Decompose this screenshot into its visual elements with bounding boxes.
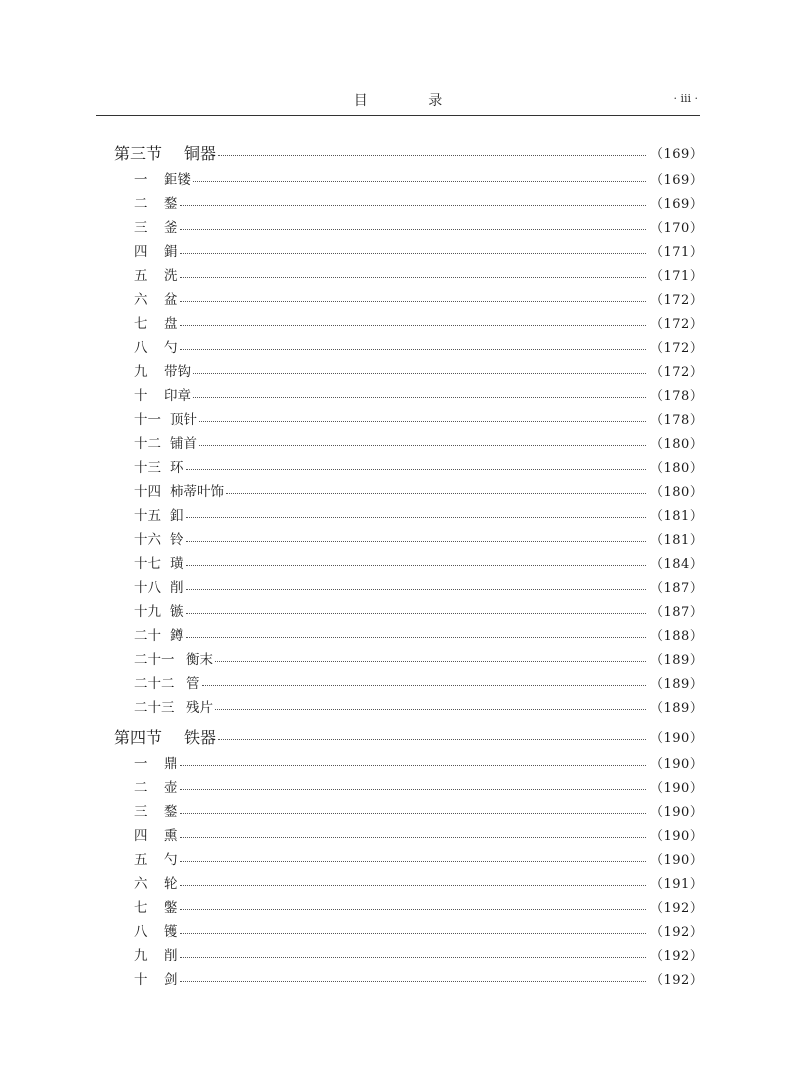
entry-number: 六 xyxy=(134,876,148,892)
dot-leader xyxy=(180,765,647,766)
toc-entry-row[interactable] xyxy=(114,822,704,846)
dot-leader xyxy=(186,637,647,638)
toc-entry-row[interactable] xyxy=(114,574,704,598)
toc-entry-row[interactable] xyxy=(114,430,704,454)
page-number: （172） xyxy=(650,340,704,356)
entry-title: 洗 xyxy=(164,268,178,284)
page-number: （189） xyxy=(650,652,704,668)
toc-entry-row[interactable] xyxy=(114,454,704,478)
dot-leader xyxy=(180,325,647,326)
page-number: （171） xyxy=(650,268,704,284)
page-number: （172） xyxy=(650,316,704,332)
entry-title: 铺首 xyxy=(170,436,197,452)
page-number: （187） xyxy=(650,604,704,620)
page-number: （190） xyxy=(650,730,704,746)
entry-title: 鐅 xyxy=(164,900,178,916)
toc-entry-row[interactable] xyxy=(114,846,704,870)
section-number: 第三节 xyxy=(114,143,163,163)
entry-title: 璜 xyxy=(170,556,184,572)
dot-leader xyxy=(218,155,646,156)
dot-leader xyxy=(180,205,647,206)
page-number: （190） xyxy=(650,780,704,796)
entry-title: 削 xyxy=(170,580,184,596)
dot-leader xyxy=(215,709,646,710)
entry-number: 七 xyxy=(134,900,148,916)
toc-entry-row[interactable] xyxy=(114,334,704,358)
page-number: （192） xyxy=(650,924,704,940)
entry-number: 四 xyxy=(134,244,148,260)
entry-title: 釜 xyxy=(164,220,178,236)
toc-entry-row[interactable] xyxy=(114,166,704,190)
dot-leader xyxy=(180,957,647,958)
toc-entry-row[interactable] xyxy=(114,238,704,262)
page-number: （169） xyxy=(650,146,704,162)
dot-leader xyxy=(180,981,647,982)
entry-number: 十九 xyxy=(134,604,161,620)
entry-title: 带钩 xyxy=(164,364,191,380)
entry-number: 一 xyxy=(134,172,148,188)
entry-title: 残片 xyxy=(186,700,213,716)
entry-number: 一 xyxy=(134,756,148,772)
entry-title: 釦 xyxy=(170,508,184,524)
toc-entry-row[interactable] xyxy=(114,918,704,942)
dot-leader xyxy=(180,813,647,814)
page-number: （169） xyxy=(650,196,704,212)
toc-entry-row[interactable] xyxy=(114,214,704,238)
toc-entry-row[interactable] xyxy=(114,262,704,286)
entry-title: 勺 xyxy=(164,340,178,356)
entry-title: 铃 xyxy=(170,532,184,548)
dot-leader xyxy=(180,933,647,934)
page-number: （188） xyxy=(650,628,704,644)
entry-number: 十二 xyxy=(134,436,161,452)
dot-leader xyxy=(193,181,646,182)
entry-title: 印章 xyxy=(164,388,191,404)
entry-number: 九 xyxy=(134,948,148,964)
page-number: （180） xyxy=(650,460,704,476)
entry-title: 盆 xyxy=(164,292,178,308)
entry-title: 镬 xyxy=(164,924,178,940)
page-number: （190） xyxy=(650,828,704,844)
entry-title: 鼎 xyxy=(164,756,178,772)
page-number: （181） xyxy=(650,508,704,524)
dot-leader xyxy=(186,541,647,542)
entry-number: 十三 xyxy=(134,460,161,476)
dot-leader xyxy=(186,589,647,590)
page-number: （169） xyxy=(650,172,704,188)
dot-leader xyxy=(199,421,646,422)
entry-number: 二十二 xyxy=(134,676,175,692)
page-number: （189） xyxy=(650,700,704,716)
toc-entry-row[interactable] xyxy=(114,966,704,990)
entry-title: 环 xyxy=(170,460,184,476)
toc-entry-row[interactable] xyxy=(114,286,704,310)
page-number: （180） xyxy=(650,436,704,452)
entry-title: 鍪 xyxy=(164,804,178,820)
toc-section-row[interactable] xyxy=(114,722,704,750)
toc-entry-row[interactable] xyxy=(114,406,704,430)
entry-number: 二十 xyxy=(134,628,161,644)
toc-entry-row[interactable] xyxy=(114,622,704,646)
page-number: （187） xyxy=(650,580,704,596)
entry-title: 镞 xyxy=(170,604,184,620)
page-number: （178） xyxy=(650,412,704,428)
dot-leader xyxy=(202,685,647,686)
entry-number: 十四 xyxy=(134,484,161,500)
section-title: 铜器 xyxy=(184,143,217,163)
dot-leader xyxy=(180,885,647,886)
toc-entry-row[interactable] xyxy=(114,670,704,694)
running-header xyxy=(96,88,700,112)
dot-leader xyxy=(215,661,646,662)
section-title: 铁器 xyxy=(184,727,217,747)
page-number: （191） xyxy=(650,876,704,892)
entry-title: 顶针 xyxy=(170,412,197,428)
page-number: （180） xyxy=(650,484,704,500)
toc-entry-row[interactable] xyxy=(114,870,704,894)
toc-entry-row[interactable] xyxy=(114,894,704,918)
dot-leader xyxy=(199,445,646,446)
entry-number: 十 xyxy=(134,972,148,988)
toc-entry-row[interactable] xyxy=(114,502,704,526)
entry-number: 十七 xyxy=(134,556,161,572)
dot-leader xyxy=(180,229,647,230)
toc-entry-row[interactable] xyxy=(114,190,704,214)
dot-leader xyxy=(193,397,646,398)
entry-number: 四 xyxy=(134,828,148,844)
entry-number: 三 xyxy=(134,220,148,236)
header-page-number: · iii · xyxy=(673,92,698,105)
entry-title: 鉅镂 xyxy=(164,172,191,188)
page-number: （192） xyxy=(650,972,704,988)
header-rule xyxy=(96,115,700,116)
page-number: （190） xyxy=(650,852,704,868)
page-number: （190） xyxy=(650,804,704,820)
page-number: （189） xyxy=(650,676,704,692)
dot-leader xyxy=(180,861,647,862)
dot-leader xyxy=(186,565,647,566)
dot-leader xyxy=(186,613,647,614)
entry-number: 十一 xyxy=(134,412,161,428)
entry-number: 八 xyxy=(134,340,148,356)
dot-leader xyxy=(180,253,647,254)
entry-title: 柿蒂叶饰 xyxy=(170,484,224,500)
entry-title: 勺 xyxy=(164,852,178,868)
entry-title: 熏 xyxy=(164,828,178,844)
page-number: （172） xyxy=(650,292,704,308)
entry-number: 十 xyxy=(134,388,148,404)
toc-section-row[interactable] xyxy=(114,138,704,166)
page-number: （184） xyxy=(650,556,704,572)
page-number: （178） xyxy=(650,388,704,404)
entry-number: 二十三 xyxy=(134,700,175,716)
entry-number: 五 xyxy=(134,852,148,868)
section-number: 第四节 xyxy=(114,727,163,747)
page-number: （170） xyxy=(650,220,704,236)
page-number: （190） xyxy=(650,756,704,772)
page-number: （171） xyxy=(650,244,704,260)
entry-number: 七 xyxy=(134,316,148,332)
toc-entry-row[interactable] xyxy=(114,550,704,574)
entry-title: 鍪 xyxy=(164,196,178,212)
toc-entry-row[interactable] xyxy=(114,694,704,718)
entry-title: 削 xyxy=(164,948,178,964)
toc-entry-row[interactable] xyxy=(114,358,704,382)
entry-number: 五 xyxy=(134,268,148,284)
entry-number: 八 xyxy=(134,924,148,940)
toc-entry-row[interactable] xyxy=(114,774,704,798)
toc-entry-row[interactable] xyxy=(114,942,704,966)
toc-entry-row[interactable] xyxy=(114,478,704,502)
entry-number: 二 xyxy=(134,780,148,796)
toc-entry-row[interactable] xyxy=(114,598,704,622)
entry-title: 鐏 xyxy=(170,628,184,644)
dot-leader xyxy=(218,739,646,740)
dot-leader xyxy=(180,909,647,910)
entry-number: 九 xyxy=(134,364,148,380)
page-number: （192） xyxy=(650,900,704,916)
dot-leader xyxy=(186,517,647,518)
entry-title: 盘 xyxy=(164,316,178,332)
dot-leader xyxy=(193,373,646,374)
entry-number: 三 xyxy=(134,804,148,820)
entry-title: 轮 xyxy=(164,876,178,892)
entry-title: 衡末 xyxy=(186,652,213,668)
toc-entry-row[interactable] xyxy=(114,750,704,774)
entry-number: 二十一 xyxy=(134,652,175,668)
dot-leader xyxy=(180,301,647,302)
dot-leader xyxy=(186,469,647,470)
entry-number: 六 xyxy=(134,292,148,308)
entry-number: 十五 xyxy=(134,508,161,524)
toc-entry-row[interactable] xyxy=(114,526,704,550)
entry-title: 鋗 xyxy=(164,244,178,260)
dot-leader xyxy=(180,277,647,278)
entry-number: 十六 xyxy=(134,532,161,548)
dot-leader xyxy=(180,349,647,350)
toc-entry-row[interactable] xyxy=(114,646,704,670)
toc-entry-row[interactable] xyxy=(114,310,704,334)
toc-entry-row[interactable] xyxy=(114,382,704,406)
page-number: （181） xyxy=(650,532,704,548)
dot-leader xyxy=(180,837,647,838)
entry-title: 管 xyxy=(186,676,200,692)
dot-leader xyxy=(180,789,647,790)
toc-entry-row[interactable] xyxy=(114,798,704,822)
header-title: 目 录 xyxy=(353,93,471,109)
entry-number: 十八 xyxy=(134,580,161,596)
table-of-contents xyxy=(114,138,704,990)
entry-title: 壶 xyxy=(164,780,178,796)
dot-leader xyxy=(226,493,646,494)
page-number: （172） xyxy=(650,364,704,380)
entry-number: 二 xyxy=(134,196,148,212)
page-number: （192） xyxy=(650,948,704,964)
entry-title: 剑 xyxy=(164,972,178,988)
